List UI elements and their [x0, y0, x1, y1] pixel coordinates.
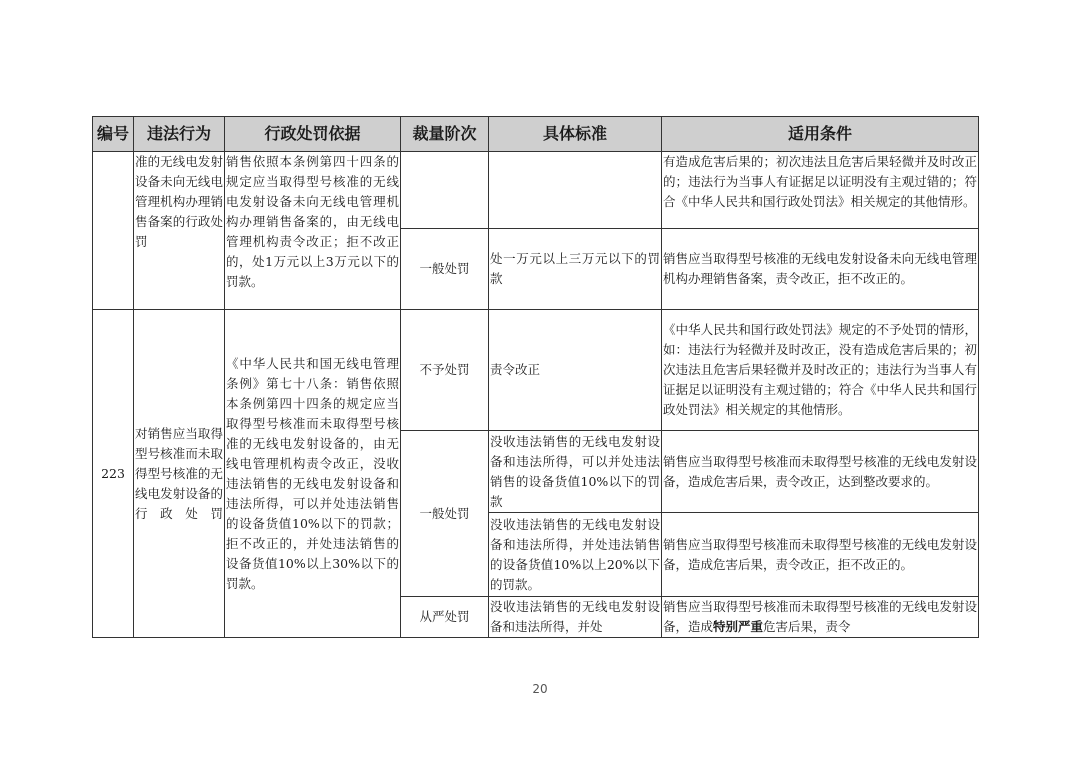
- header-violation: 违法行为: [134, 117, 225, 152]
- strict-condition-pre: 销售应当取得型号核准而未取得型号核准的无线电发射设备，造成: [663, 599, 977, 634]
- strict-condition-emphasis: 特别严重: [713, 619, 764, 634]
- item-standard-none: 责令改正: [489, 310, 662, 431]
- header-number: 编号: [93, 117, 134, 152]
- item-standard-strict: 没收违法销售的无线电发射设备和违法所得，并处: [489, 597, 662, 638]
- strict-condition-post: 危害后果，责令: [763, 619, 851, 634]
- header-applicable-conditions: 适用条件: [662, 117, 979, 152]
- header-discretion-level: 裁量阶次: [401, 117, 489, 152]
- cont-standard-cell-empty: [489, 152, 662, 229]
- cont-condition-cell-2: 销售应当取得型号核准的无线电发射设备未向无线电管理机构办理销售备案，责令改正，拒不改正的。: [662, 229, 979, 310]
- table-row: [93, 152, 979, 229]
- item-number-cell: 223: [93, 310, 134, 638]
- header-legal-basis: 行政处罚依据: [225, 117, 401, 152]
- item-condition-strict: [662, 597, 979, 638]
- item-condition-general-b: 销售应当取得型号核准而未取得型号核准的无线电发射设备，造成危害后果，责令改正，拒不改正的。: [662, 513, 979, 597]
- item-standard-general-a: 没收违法销售的无线电发射设备和违法所得，可以并处违法销售的设备货值10%以下的罚款: [489, 431, 662, 513]
- table-row: [93, 310, 979, 431]
- cont-standard-cell: 处一万元以上三万元以下的罚款: [489, 229, 662, 310]
- item-level-strict: 从严处罚: [401, 597, 489, 638]
- header-specific-standard: 具体标准: [489, 117, 662, 152]
- item-condition-general-a: 销售应当取得型号核准而未取得型号核准的无线电发射设备，造成危害后果，责令改正，达到整改要求的。: [662, 431, 979, 513]
- item-condition-none: 《中华人民共和国行政处罚法》规定的不予处罚的情形，如：违法行为轻微并及时改正，没有造成危害后果的；初次违法且危害后果轻微并及时改正的；违法行为当事人有证据足以证明没有主观过错的；符合《中华人民共和国行政处罚法》相关规定的其他情形。: [662, 310, 979, 431]
- item-basis-cell: 《中华人民共和国无线电管理条例》第七十八条：销售依照本条例第四十四条的规定应当取得型号核准而未取得型号核准的无线电发射设备的，由无线电管理机构责令改正，没收违法销售的无线电发射设备和违法所得，可以并处违法销售的设备货值10%以下的罚款；拒不改正的，并处违法销售的设备货值10%以上30%以下的罚款。: [225, 310, 401, 638]
- cont-level-cell-empty: [401, 152, 489, 229]
- table-header-row: [93, 117, 979, 152]
- cont-condition-cell-1: 有造成危害后果的；初次违法且危害后果轻微并及时改正的；违法行为当事人有证据足以证明没有主观过错的；符合《中华人民共和国行政处罚法》相关规定的其他情形。: [662, 152, 979, 229]
- item-behavior-cell: 对销售应当取得型号核准而未取得型号核准的无线电发射设备的行政处罚: [134, 310, 225, 638]
- page-number: 20: [532, 682, 548, 696]
- item-standard-general-b: 没收违法销售的无线电发射设备和违法所得，并处违法销售的设备货值10%以上20%以下的罚款。: [489, 513, 662, 597]
- cont-level-cell: 一般处罚: [401, 229, 489, 310]
- cont-behavior-cell: 准的无线电发射设备未向无线电管理机构办理销售备案的行政处罚: [134, 152, 225, 310]
- penalty-table: [92, 116, 979, 638]
- cont-basis-cell: 销售依照本条例第四十四条的规定应当取得型号核准的无线电发射设备未向无线电管理机构办理销售备案的，由无线电管理机构责令改正；拒不改正的，处1万元以上3万元以下的罚款。: [225, 152, 401, 310]
- item-level-general: 一般处罚: [401, 431, 489, 597]
- item-level-none: 不予处罚: [401, 310, 489, 431]
- cont-number-cell: [93, 152, 134, 310]
